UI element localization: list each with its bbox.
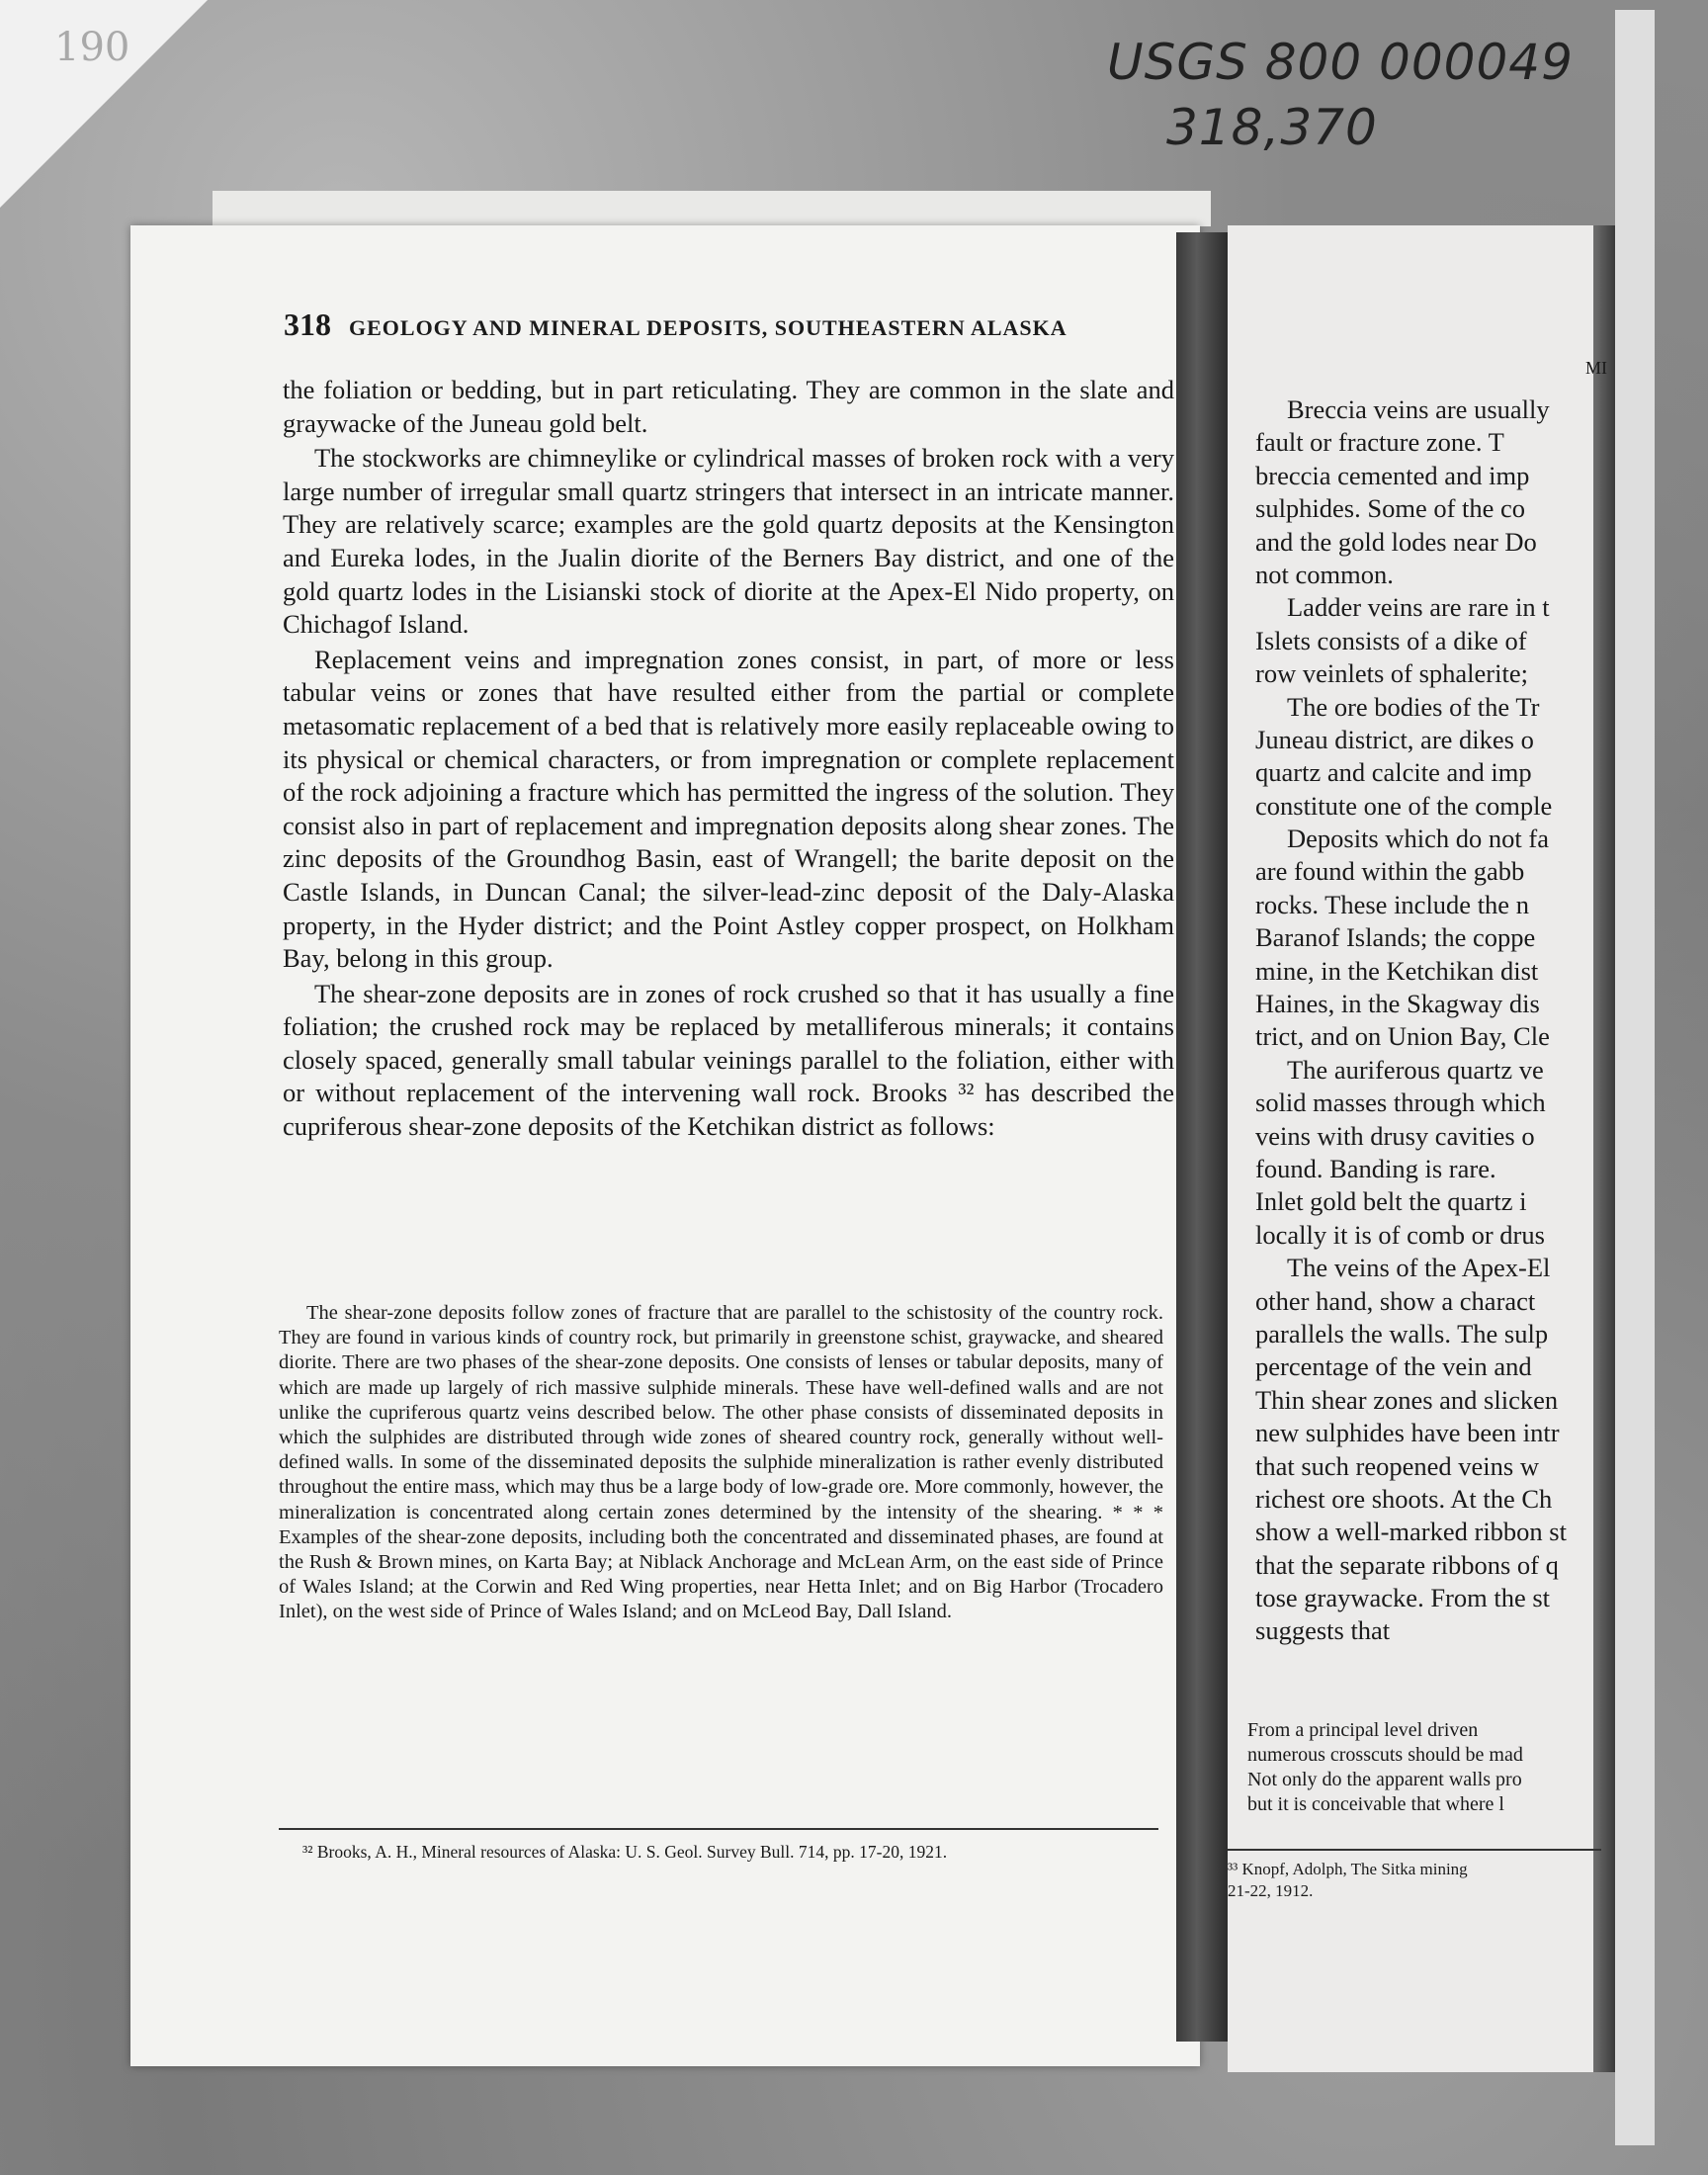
- running-header: [284, 306, 1173, 352]
- text-line: parallels the walls. The sulp: [1255, 1318, 1549, 1348]
- text-line: Haines, in the Skagway dis: [1255, 989, 1540, 1019]
- handwritten-line-2: 318,370: [1166, 99, 1378, 156]
- footnote-rule: [279, 1828, 1158, 1830]
- book-gutter: [1176, 232, 1228, 2042]
- text-line: locally it is of comb or drus: [1255, 1219, 1545, 1250]
- right-block-quote: [1247, 1718, 1603, 1817]
- text-line: Baranof Islands; the coppe: [1255, 922, 1536, 953]
- right-footnote: [1228, 1859, 1603, 1902]
- text-line: The veins of the Apex-El: [1287, 1253, 1551, 1283]
- text-line: The ore bodies of the Tr: [1287, 691, 1540, 722]
- text-line: new sulphides have been intr: [1255, 1418, 1560, 1448]
- handwritten-annotation: [1107, 30, 1621, 160]
- right-page-text-clip: [1228, 225, 1607, 2072]
- text-line: 21-22, 1912.: [1228, 1881, 1314, 1900]
- text-line: that such reopened veins w: [1255, 1450, 1539, 1481]
- text-line: Not only do the apparent walls pro: [1247, 1769, 1522, 1790]
- paragraph: The shear-zone deposits are in zones of rock crushed so that it has usually a fine foliation; the crushed rock may be replaced by metalliferous minerals; it contains closely spaced, generally small tabular veinings parallel to the foliation, either with or without replacement of the intervening wall rock. Brooks ³² has described the cupriferous shear-zone deposits of the Ketchikan district as follows:: [283, 978, 1174, 1142]
- text-line: suggests that: [1255, 1615, 1391, 1646]
- block-quote: The shear-zone deposits follow zones of fracture that are parallel to the schistosity of the country rock. They are found in various kinds of country rock, but primarily in greenstone schist, graywacke, and sheared diorite. There are two phases of the shear-zone deposits. One consists of lenses or tabular deposits, many of which are made up largely of rich massive sulphide minerals. These have well-defined walls and are not unlike the cupriferous quartz veins described below. The other phase consists of disseminated deposits in which the sulphides are distributed through wide zones of sheared country rock, generally without well-defined walls. In some of the disseminated deposits the sulphide mineralization is rather evenly distributed throughout the entire mass, which may thus be a large body of low-grade ore. More commonly, however, the mineralization is concentrated along certain zones determined by the intensity of the shearing. * * * Examples of the shear-zone deposits, including both the concentrated and disseminated phases, are found at the Rush & Brown mines, on Karta Bay; at Niblack Anchorage and McLean Arm, on the east side of Prince of Wales Island; at the Corwin and Red Wing properties, near Hetta Inlet; and on Big Harbor (Trocadero Inlet), on the west side of Prince of Wales Island; and on McLeod Bay, Dall Island.: [279, 1302, 1163, 1623]
- paragraph: The stockworks are chimneylike or cylindrical masses of broken rock with a very large number of irregular small quartz stringers that intersect in an intricate manner. They are relatively scarce; examples are the gold quartz deposits at the Kensington and Eureka lodes, in the Jualin diorite of the Berners Bay district, and one of the gold quartz lodes in the Lisianski stock of diorite at the Apex-El Nido property, on Chichagof Island.: [283, 443, 1174, 640]
- paragraph: the foliation or bedding, but in part reticulating. They are common in the slate and graywacke of the Juneau gold belt.: [283, 375, 1174, 438]
- text-line: tose graywacke. From the st: [1255, 1583, 1551, 1613]
- text-line: found. Banding is rare.: [1255, 1153, 1496, 1183]
- text-line: fault or fracture zone. T: [1255, 427, 1504, 458]
- handwritten-line-1: USGS 800 000049: [1107, 34, 1574, 91]
- page-top-edge: [213, 191, 1211, 226]
- paragraph: Replacement veins and impregnation zones consist, in part, of more or less tabular veins or zones that have resulted either from the partial or complete metasomatic replacement of a bed that is relatively more easily replaceable owing to its physical or chemical characters, or from impregnation or complete replacement of the rock adjoining a fracture which has permitted the ingress of the solution. They consist also in part of replacement and impregnation deposits along shear zones. The zinc deposits of the Groundhog Basin, east of Wrangell; the barite deposit on the Castle Islands, in Duncan Canal; the silver-lead-zinc deposit of the Daly-Alaska property, in the Hyder district; and the Point Astley copper prospect, on Holkham Bay, belong in this group.: [283, 644, 1174, 974]
- text-line: The auriferous quartz ve: [1287, 1054, 1544, 1085]
- text-line: row veinlets of sphalerite;: [1255, 658, 1528, 689]
- running-title: GEOLOGY AND MINERAL DEPOSITS, SOUTHEASTERN ALASKA: [349, 315, 1068, 340]
- text-line: ³³ Knopf, Adolph, The Sitka mining: [1228, 1860, 1468, 1878]
- faint-corner-mark: 190: [54, 25, 130, 70]
- text-line: Thin shear zones and slicken: [1255, 1384, 1559, 1415]
- right-running-header-fragment: MI: [1585, 358, 1607, 378]
- text-line: Islets consists of a dike of: [1255, 625, 1527, 655]
- text-line: that the separate ribbons of q: [1255, 1549, 1559, 1580]
- text-line: solid masses through which: [1255, 1088, 1546, 1118]
- text-line: other hand, show a charact: [1255, 1285, 1536, 1316]
- text-line: veins with drusy cavities o: [1255, 1120, 1535, 1151]
- text-line: sulphides. Some of the co: [1255, 493, 1526, 524]
- text-line: Inlet gold belt the quartz i: [1255, 1186, 1527, 1217]
- text-line: numerous crosscuts should be mad: [1247, 1744, 1523, 1766]
- text-line: show a well-marked ribbon st: [1255, 1517, 1567, 1547]
- text-line: trict, and on Union Bay, Cle: [1255, 1021, 1550, 1052]
- text-line: breccia cemented and imp: [1255, 460, 1530, 490]
- text-line: richest ore shoots. At the Ch: [1255, 1483, 1553, 1514]
- right-footnote-rule: [1228, 1849, 1601, 1851]
- text-line: and the gold lodes near Do: [1255, 526, 1537, 557]
- text-line: mine, in the Ketchikan dist: [1255, 955, 1539, 986]
- text-line: quartz and calcite and imp: [1255, 757, 1532, 788]
- text-line: are found within the gabb: [1255, 856, 1525, 887]
- right-body-text: [1255, 393, 1670, 1648]
- text-line: Ladder veins are rare in t: [1287, 592, 1550, 623]
- text-line: but it is conceivable that where l: [1247, 1793, 1504, 1815]
- page-number: 318: [284, 306, 331, 342]
- text-line: Breccia veins are usually: [1287, 394, 1550, 424]
- text-line: not common.: [1255, 559, 1394, 589]
- text-line: Juneau district, are dikes o: [1255, 724, 1534, 754]
- text-line: rocks. These include the n: [1255, 889, 1529, 919]
- text-line: Deposits which do not fa: [1287, 824, 1549, 854]
- left-body-text: [283, 374, 1174, 1144]
- text-line: constitute one of the comple: [1255, 790, 1553, 821]
- text-line: percentage of the vein and: [1255, 1351, 1532, 1382]
- text-line: From a principal level driven: [1247, 1719, 1479, 1741]
- footnote: ³² Brooks, A. H., Mineral resources of Alaska: U. S. Geol. Survey Bull. 714, pp. 17-20, 1921.: [302, 1842, 948, 1862]
